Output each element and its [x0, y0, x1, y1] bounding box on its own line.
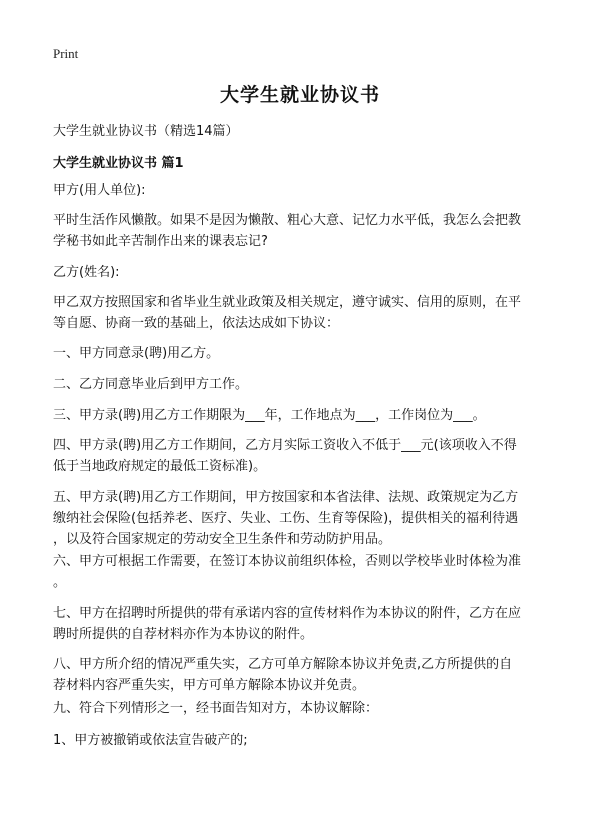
paragraph-preamble: 甲乙双方按照国家和省毕业生就业政策及相关规定，遵守诚实、信用的原则，在平 等自愿、协商一致的基础上，依法达成如下协议：: [53, 295, 522, 331]
paragraph-clause-9: 九、符合下列情形之一，经书面告知对方，本协议解除：: [53, 701, 379, 716]
paragraph-clause-4: 四、甲方录(聘)用乙方工作期间，乙方月实际工资收入不低于___元(该项收入不得 低于当地政府规定的最低工资标准)。: [53, 438, 517, 474]
paragraph-clause-1: 一、甲方同意录(聘)用乙方。: [53, 346, 220, 361]
document-subtitle: 大学生就业协议书（精选14篇）: [53, 124, 239, 139]
paragraph-party-a: 甲方(用人单位):: [53, 183, 146, 198]
print-label: Print: [53, 46, 79, 61]
document-title: 大学生就业协议书: [219, 84, 380, 106]
paragraph-clause-3: 三、甲方录(聘)用乙方工作期限为___年，工作地点为___，工作岗位为___。: [53, 408, 486, 423]
paragraph-clause-5: 五、甲方录(聘)用乙方工作期间，甲方按国家和本省法律、法规、政策规定为乙方 缴纳社会保险(包括养老、医疗、失业、工伤、生育等保险)，提供相关的福利待遇 ，以及符合国家规定的劳动安全卫生条件和劳动防护用品。: [53, 490, 519, 547]
paragraph-clause-7: 七、甲方在招聘时所提供的带有承诺内容的宣传材料作为本协议的附件，乙方在应 聘时所提供的自荐材料亦作为本协议的附件。: [53, 606, 522, 642]
paragraph-clause-2: 二、乙方同意毕业后到甲方工作。: [53, 377, 249, 392]
paragraph-lazy-note: 平时生活作风懒散。如果不是因为懒散、粗心大意、记忆力水平低，我怎么会把教 学秘书如此辛苦制作出来的课表忘记?: [53, 213, 522, 249]
section-heading: 大学生就业协议书 篇1: [53, 156, 184, 171]
paragraph-party-b: 乙方(姓名):: [53, 265, 120, 280]
paragraph-termination-1: 1、甲方被撤销或依法宣告破产的;: [53, 733, 248, 748]
paragraph-clause-8: 八、甲方所介绍的情况严重失实，乙方可单方解除本协议并免责,乙方所提供的自 荐材料内容严重失实，甲方可单方解除本协议并免责。: [53, 657, 513, 693]
paragraph-clause-6: 六、甲方可根据工作需要，在签订本协议前组织体检，否则以学校毕业时体检为准 。: [53, 554, 522, 590]
